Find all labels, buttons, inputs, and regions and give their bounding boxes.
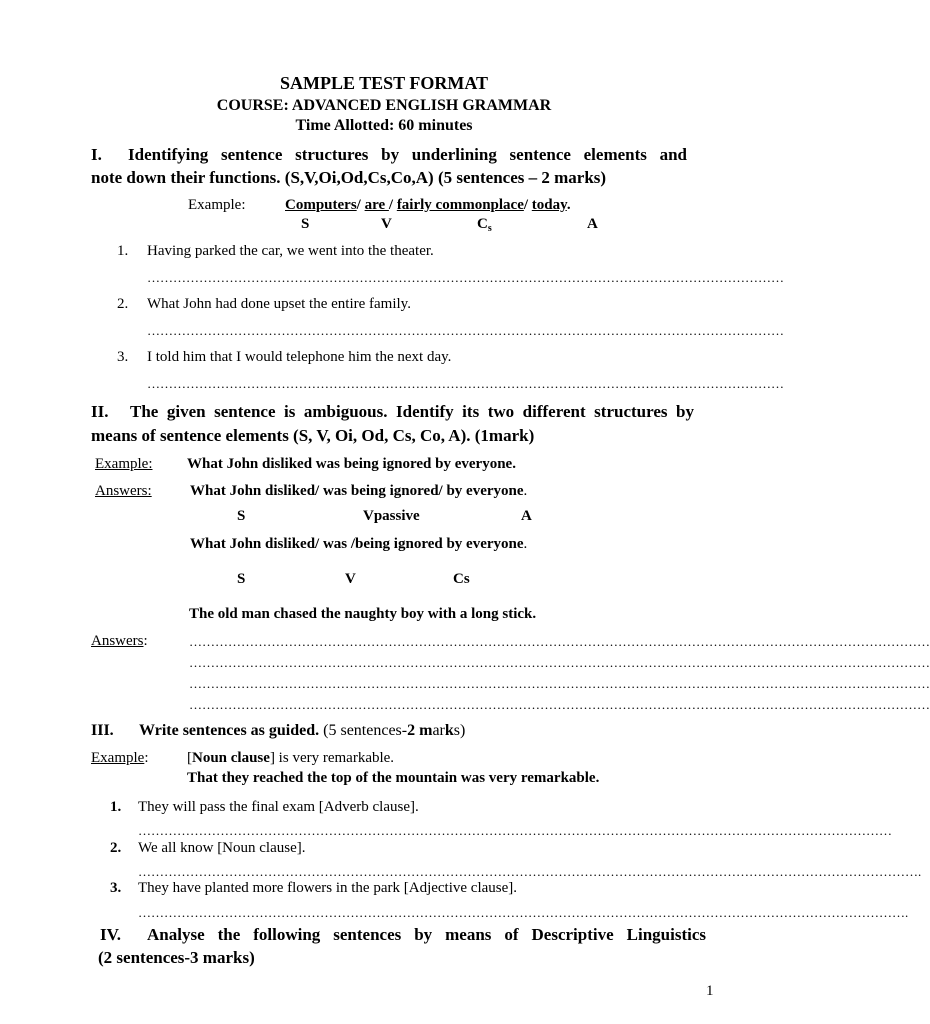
section-2-answer-line-1[interactable]: ………………………………………………………………………………………………………………………………………………………: [189, 634, 930, 649]
section-3-instruction: Write sentences as guided. (5 sentences-2 marks): [139, 722, 466, 739]
time-allotted: Time Allotted: 60 minutes: [295, 117, 473, 134]
section-4-numeral: IV.: [100, 925, 121, 944]
example-slash: /: [356, 197, 365, 213]
page-number: 1: [706, 983, 714, 999]
section-1-marks: (5 sentences – 2 marks): [437, 168, 607, 187]
item-2-number: 2.: [117, 296, 129, 312]
item-3-answer-line[interactable]: …………………………………………………………………………………………………………………………………: [147, 376, 784, 391]
s3-item-1-text: They will pass the final exam [Adverb clause].: [138, 799, 419, 815]
example-word-today: today: [531, 197, 567, 213]
section-3-example-prompt: [Noun clause] is very remarkable.: [187, 750, 395, 766]
section-2-instruction-line1: The given sentence is ambiguous. Identify its two different structures by: [130, 402, 694, 421]
example-tag-v: V: [381, 216, 392, 232]
s3-item-2-text: We all know [Noun clause].: [138, 840, 306, 856]
section-1-instruction-line1: Identifying sentence structures by underlining sentence elements and: [128, 145, 687, 164]
course-title: COURSE: ADVANCED ENGLISH GRAMMAR: [216, 97, 552, 114]
example-tag-cs: $C_s$: [477, 216, 492, 234]
section-2-answers-label: Answers:: [95, 483, 152, 499]
answer-1-tag-s: S: [237, 508, 246, 524]
section-4-instruction-line2: (2 sentences-3 marks): [98, 948, 255, 967]
s3-item-1-number: 1.: [110, 799, 122, 815]
section-2-instruction-line2: means of sentence elements (S, V, Oi, Od, Cs, Co, A). (1mark): [91, 426, 535, 445]
section-2-example-text: What John disliked was being ignored by everyone.: [187, 456, 516, 472]
example-slash: /: [388, 197, 397, 213]
example-tag-a: A: [587, 216, 598, 232]
section-1-example-sentence: [285, 197, 571, 214]
answer-2-tag-v: V: [345, 571, 356, 587]
s3-item-2-answer-line[interactable]: ……………………………………………………………………………………………………………………………………………………………….: [138, 864, 922, 879]
s3-item-1-answer-line[interactable]: …………………………………………………………………………………………………………………………………………………………: [138, 823, 892, 838]
page-title: SAMPLE TEST FORMAT: [279, 73, 489, 93]
section-3-example-answer: That they reached the top of the mountain was very remarkable.: [187, 770, 600, 786]
answer-1-tag-vpassive: Vpassive: [363, 508, 420, 524]
item-3-text: I told him that I would telephone him the next day.: [147, 349, 452, 365]
section-2-example-label: Example:: [95, 456, 153, 472]
section-2-numeral: II.: [91, 402, 109, 421]
section-2-question: The old man chased the naughty boy with a long stick.: [189, 606, 537, 622]
item-1-text: Having parked the car, we went into the theater.: [147, 243, 434, 259]
section-1-example-label: Example:: [188, 197, 246, 213]
item-3-number: 3.: [117, 349, 129, 365]
section-3-numeral: III.: [91, 722, 114, 739]
answer-2-tag-s: S: [237, 571, 246, 587]
section-2-answer-line-2[interactable]: ………………………………………………………………………………………………………………………………………………………: [189, 655, 930, 670]
example-word-computers: Computers: [285, 197, 357, 213]
answer-2-tag-cs: Cs: [453, 571, 470, 587]
section-2-answer-2: What John disliked/ was /being ignored by everyone.: [190, 536, 528, 552]
section-2-answer-line-3[interactable]: ………………………………………………………………………………………………………………………………………………………: [189, 676, 930, 691]
s3-item-3-number: 3.: [110, 880, 122, 896]
example-tag-s: S: [301, 216, 310, 232]
example-word-are: are: [364, 197, 389, 213]
answer-1-tag-a: A: [521, 508, 532, 524]
item-1-number: 1.: [117, 243, 129, 259]
item-1-answer-line[interactable]: …………………………………………………………………………………………………………………………………: [147, 270, 784, 285]
s3-item-3-answer-line[interactable]: …………………………………………………………………………………………………………………………………………………………….: [138, 905, 909, 920]
item-2-answer-line[interactable]: …………………………………………………………………………………………………………………………………: [147, 323, 784, 338]
s3-item-2-number: 2.: [110, 840, 122, 856]
section-3-example-label: Example:: [91, 750, 149, 766]
section-1-instruction-line2: [91, 168, 606, 188]
section-2-q-answers-label: Answers:: [91, 633, 148, 649]
section-1-instruction-functions: note down their functions. (S,V,Oi,Od,Cs,Co,A): [91, 168, 434, 187]
example-word-commonplace: fairly commonplace: [396, 197, 524, 213]
example-slash: /: [523, 197, 532, 213]
s3-item-3-text: They have planted more flowers in the park [Adjective clause].: [138, 880, 518, 896]
section-1-numeral: I.: [91, 145, 102, 164]
section-2-answer-line-4[interactable]: ………………………………………………………………………………………………………………………………………………………: [189, 697, 930, 712]
item-2-text: What John had done upset the entire family.: [147, 296, 411, 312]
section-4-instruction-line1: Analyse the following sentences by means of Descriptive Linguistics: [147, 925, 706, 944]
section-2-answer-1: What John disliked/ was being ignored/ by everyone.: [190, 483, 528, 499]
example-period: .: [566, 197, 571, 213]
